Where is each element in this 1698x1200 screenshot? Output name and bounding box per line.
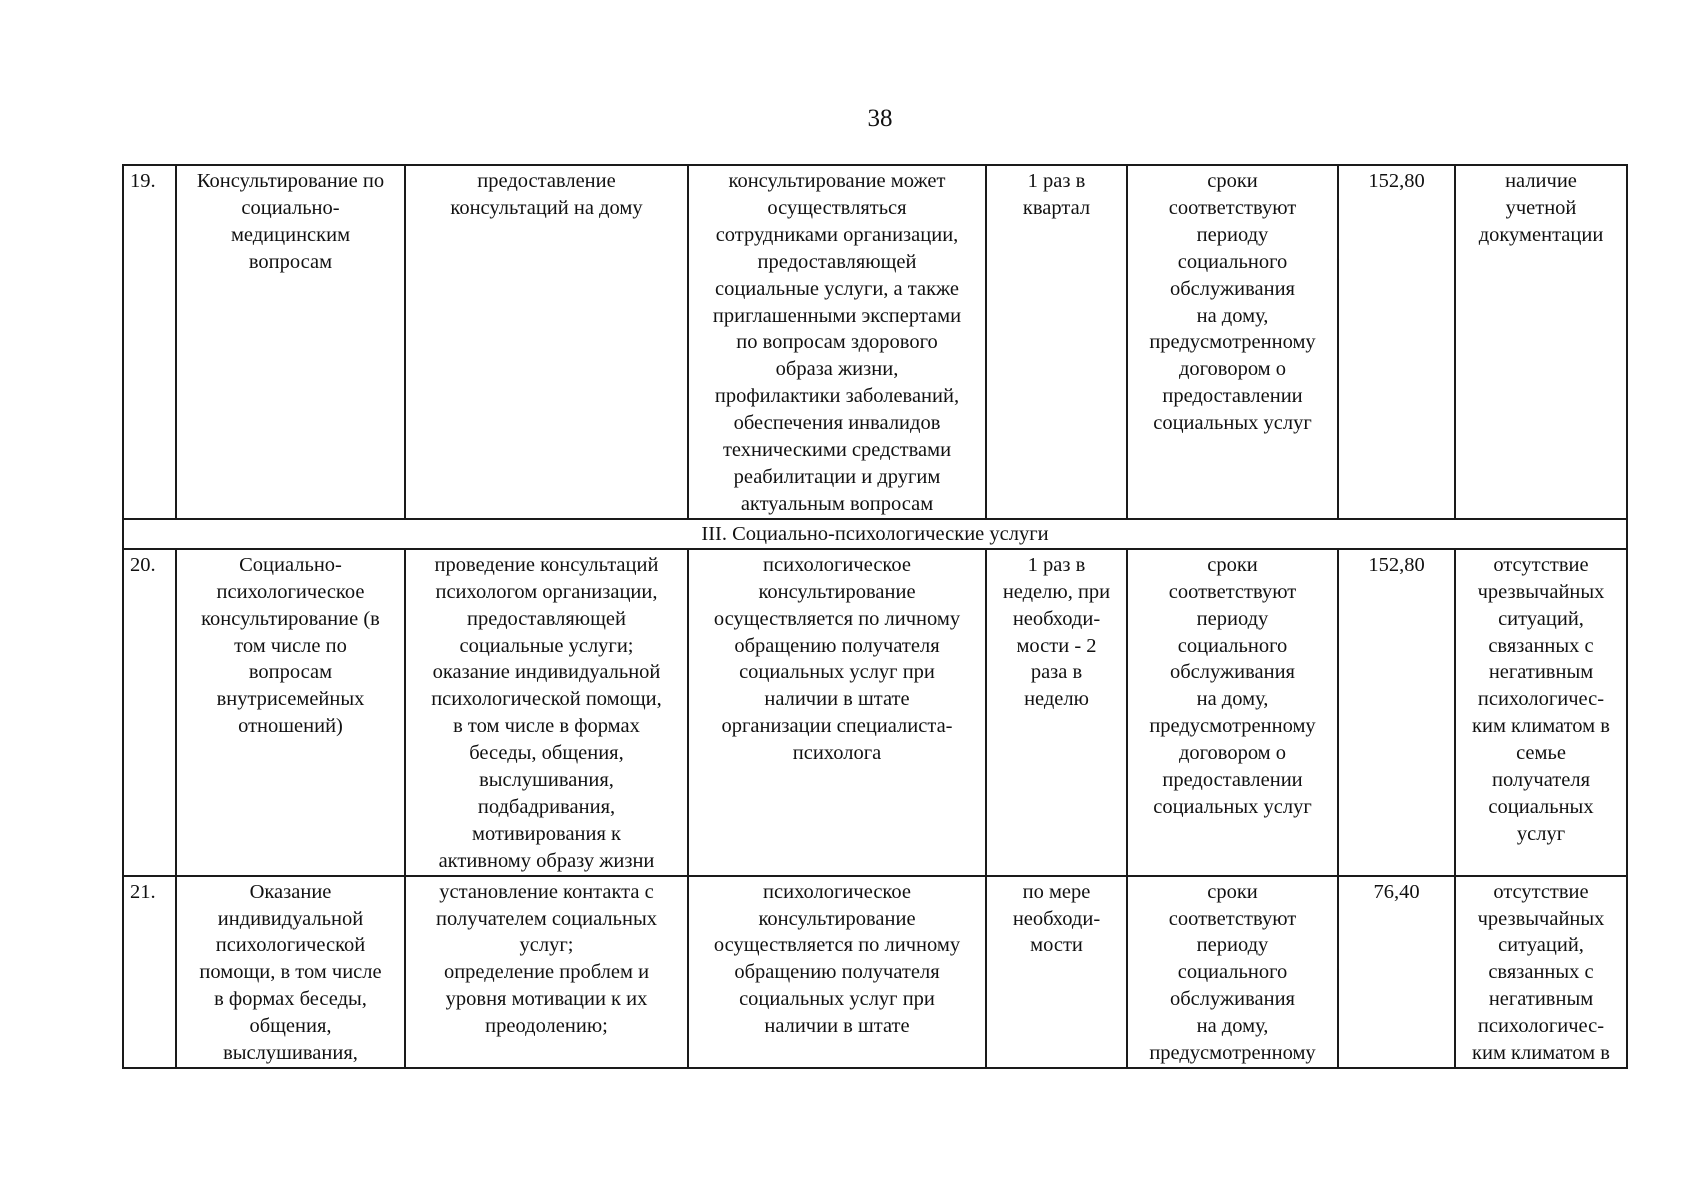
cell-line: 1 раз в <box>1027 553 1086 576</box>
cell-line: раза в <box>1030 661 1083 684</box>
service-conditions-cell <box>688 549 986 876</box>
cell-line: социальные услуги, а также <box>714 277 960 300</box>
evaluation-cell <box>1455 876 1627 1068</box>
cell-line: наличие <box>1505 170 1577 192</box>
services-table <box>122 164 1628 1069</box>
cell-line: социальных <box>1488 795 1594 818</box>
periodicity-cell <box>986 876 1127 1068</box>
cell-line: соответствуют <box>1168 907 1297 930</box>
cell-line: сотрудниками организации, <box>715 223 959 246</box>
cell-line: психологом организации, <box>435 580 658 603</box>
cell-line: преодолению; <box>485 1015 608 1038</box>
service-name-cell <box>176 549 405 876</box>
cell-line: отсутствие <box>1493 553 1589 576</box>
cell-line: психологической <box>215 934 366 957</box>
cell-line: 1 раз в <box>1027 170 1086 192</box>
cell-line: установление контакта с <box>439 880 654 903</box>
evaluation-cell <box>1455 165 1627 519</box>
cell-line: сроки <box>1207 553 1258 576</box>
cell-line: обслуживания <box>1169 661 1295 684</box>
cell-line: социальных услуг <box>1153 795 1312 818</box>
cell-line: вопросам <box>248 661 333 684</box>
cell-line: предусмотренному <box>1149 331 1316 354</box>
page-number: 38 <box>867 105 893 132</box>
cell-line: сроки <box>1207 880 1258 903</box>
cell-line: психологичес- <box>1477 1015 1605 1038</box>
cell-line: осуществляется по личному <box>713 934 961 957</box>
cell-line: социального <box>1177 634 1288 657</box>
cell-line: консультирование <box>758 907 916 930</box>
cell-line: проведение консультаций <box>434 553 659 576</box>
service-content-cell <box>405 549 688 876</box>
cell-line: наличии в штате <box>764 1015 910 1038</box>
cell-line: предусмотренному <box>1149 715 1316 738</box>
cell-line: необходи- <box>1012 907 1101 930</box>
table-row <box>123 549 1627 876</box>
cell-line: чрезвычайных <box>1477 580 1605 603</box>
cell-line: предусмотренному <box>1149 1042 1316 1065</box>
cell-line: неделю <box>1024 688 1089 711</box>
cell-line: психологическое <box>763 553 911 576</box>
service-name-cell <box>176 165 405 519</box>
cell-line: наличии в штате <box>764 688 910 711</box>
cell-line: по вопросам здорового <box>736 331 938 354</box>
cell-line: приглашенными экспертами <box>712 304 962 327</box>
cell-line: индивидуальной <box>217 907 364 930</box>
row-number: 21. <box>123 876 176 1068</box>
cell-line: образа жизни, <box>775 358 899 381</box>
cell-line: Оказание <box>249 880 332 903</box>
cell-line: на дому, <box>1196 688 1269 711</box>
cell-line: Социально- <box>239 553 342 576</box>
cell-line: социальные услуги; <box>459 634 634 657</box>
service-conditions-cell <box>688 165 986 519</box>
section-title: III. Социально-психологические услуги <box>123 519 1627 549</box>
section-header-row <box>123 519 1627 549</box>
periodicity-cell <box>986 165 1127 519</box>
cell-line: социальных услуг <box>1153 412 1312 435</box>
cell-line: социальных услуг при <box>739 988 935 1011</box>
cell-line: предоставлении <box>1162 769 1303 792</box>
cell-line: медицинским <box>230 223 351 246</box>
cell-line: осуществляется по личному <box>713 607 961 630</box>
cell-line: чрезвычайных <box>1477 907 1605 930</box>
cell-line: учетной <box>1505 196 1577 219</box>
cell-line: выслушивания, <box>479 769 614 792</box>
cell-line: консультаций на дому <box>450 196 643 219</box>
cell-line: актуальным вопросам <box>740 492 934 515</box>
cell-line: психологичес- <box>1477 688 1605 711</box>
cell-line: услуг; <box>519 934 574 957</box>
cell-line: периоду <box>1196 223 1269 246</box>
cell-line: психолога <box>792 742 882 765</box>
cell-line: квартал <box>1022 196 1091 219</box>
cell-line: оказание индивидуальной <box>432 661 661 684</box>
cell-line: консультирование может <box>728 170 946 192</box>
table-row <box>123 165 1627 519</box>
cell-line: неделю, при <box>1002 580 1111 603</box>
cell-line: документации <box>1478 223 1604 246</box>
cell-line: соответствуют <box>1168 196 1297 219</box>
service-name-cell <box>176 876 405 1068</box>
cell-line: в формах беседы, <box>214 988 367 1011</box>
cell-line: мотивирования к <box>472 822 621 845</box>
terms-cell <box>1127 165 1338 519</box>
cell-line: предоставление <box>477 170 616 192</box>
cell-line: обслуживания <box>1169 277 1295 300</box>
cell-line: осуществляться <box>767 196 907 219</box>
cell-line: вопросам <box>248 250 333 273</box>
cell-line: выслушивания, <box>223 1042 358 1065</box>
cell-line: общения, <box>249 1015 332 1038</box>
service-content-cell <box>405 165 688 519</box>
cell-line: обслуживания <box>1169 988 1295 1011</box>
terms-cell <box>1127 876 1338 1068</box>
cell-line: психологической помощи, <box>431 688 662 711</box>
cell-line: активному образу жизни <box>438 849 655 872</box>
row-number: 19. <box>123 165 176 519</box>
cell-line: ситуаций, <box>1498 934 1584 957</box>
service-content-cell <box>405 876 688 1068</box>
cell-line: Консультирование по <box>196 170 385 192</box>
cell-line: в том числе в формах <box>453 715 640 738</box>
cell-line: семье <box>1516 742 1566 765</box>
cell-line: ким климатом в <box>1472 1042 1610 1065</box>
cell-line: периоду <box>1196 607 1269 630</box>
cell-line: обеспечения инвалидов <box>733 412 941 435</box>
cell-line: связанных с <box>1488 634 1594 657</box>
cell-line: по мере <box>1022 880 1091 903</box>
cell-line: необходи- <box>1012 607 1101 630</box>
cell-line: психологическое <box>216 580 365 603</box>
cell-line: на дому, <box>1196 304 1269 327</box>
cell-line: договором о <box>1178 358 1287 381</box>
cell-line: ситуаций, <box>1498 607 1584 630</box>
cell-line: техническими средствами <box>722 439 952 462</box>
cell-line: консультирование <box>758 580 916 603</box>
cell-line: мости - 2 <box>1016 634 1097 657</box>
cell-line: определение проблем и <box>443 961 650 984</box>
price-cell: 76,40 <box>1338 876 1455 1068</box>
cell-line: уровня мотивации к их <box>445 988 648 1011</box>
cell-line: отношений) <box>238 715 343 738</box>
cell-line: социального <box>1177 250 1288 273</box>
row-number: 20. <box>123 549 176 876</box>
cell-line: получателем социальных <box>436 907 657 930</box>
cell-line: реабилитации и другим <box>733 465 941 488</box>
cell-line: организации специалиста- <box>721 715 953 738</box>
cell-line: том числе по <box>234 634 347 657</box>
cell-line: профилактики заболеваний, <box>714 385 960 408</box>
cell-line: ким климатом в <box>1472 715 1610 738</box>
cell-line: на дому, <box>1196 1015 1269 1038</box>
cell-line: обращению получателя <box>734 634 940 657</box>
cell-line: предоставляющей <box>757 250 917 273</box>
cell-line: предоставлении <box>1162 385 1303 408</box>
terms-cell <box>1127 549 1338 876</box>
cell-line: негативным <box>1488 661 1594 684</box>
cell-line: социальных услуг при <box>739 661 935 684</box>
cell-line: периоду <box>1196 934 1269 957</box>
service-conditions-cell <box>688 876 986 1068</box>
cell-line: получателя <box>1491 769 1591 792</box>
periodicity-cell <box>986 549 1127 876</box>
cell-line: социального <box>1177 961 1288 984</box>
evaluation-cell <box>1455 549 1627 876</box>
cell-line: консультирование (в <box>201 607 380 630</box>
cell-line: подбадривания, <box>477 795 616 818</box>
cell-line: договором о <box>1178 742 1287 765</box>
price-cell: 152,80 <box>1338 165 1455 519</box>
table-row <box>123 876 1627 1068</box>
price-cell: 152,80 <box>1338 549 1455 876</box>
cell-line: обращению получателя <box>734 961 940 984</box>
cell-line: услуг <box>1516 822 1566 845</box>
cell-line: негативным <box>1488 988 1594 1011</box>
cell-line: помощи, в том числе <box>199 961 382 984</box>
cell-line: психологическое <box>763 880 911 903</box>
cell-line: мости <box>1030 934 1083 957</box>
cell-line: соответствуют <box>1168 580 1297 603</box>
cell-line: связанных с <box>1488 961 1594 984</box>
cell-line: сроки <box>1207 170 1258 192</box>
cell-line: внутрисемейных <box>216 688 365 711</box>
cell-line: беседы, общения, <box>469 742 624 765</box>
cell-line: социально- <box>241 196 340 219</box>
cell-line: предоставляющей <box>467 607 626 630</box>
cell-line: отсутствие <box>1493 880 1589 903</box>
